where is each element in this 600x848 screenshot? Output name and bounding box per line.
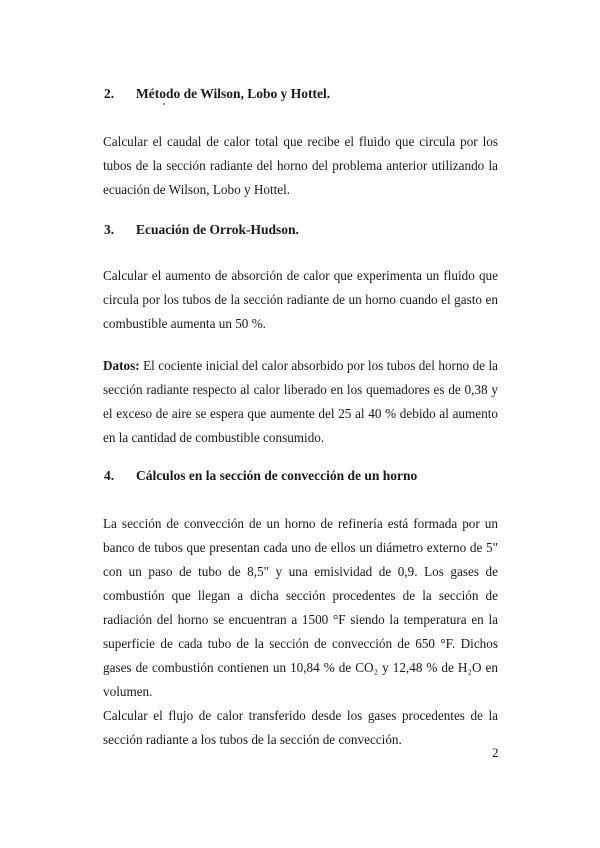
section-3-heading [104, 222, 299, 238]
paragraph-line: sección radiante respecto al calor liberado en los quemadores es de 0,38 y [103, 382, 498, 397]
datos-text: El cociente inicial del calor absorbido por los tubos del horno de la [139, 358, 498, 373]
paragraph-line: Calcular el flujo de calor transferido desde los gases procedentes de la [103, 708, 498, 723]
paragraph-line: sección radiante a los tubos de la sección de convección. [103, 732, 402, 747]
paragraph-line: volumen. [103, 684, 153, 699]
paragraph-line: con un paso de tubo de 8,5" y una emisividad de 0,9. Los gases de [103, 564, 498, 579]
scan-speck [163, 103, 165, 105]
paragraph-line: circula por los tubos de la sección radiante de un horno cuando el gasto en [103, 292, 498, 307]
paragraph-line: radiación del horno se encuentran a 1500 °F siendo la temperatura en la [103, 612, 498, 627]
paragraph-line: el exceso de aire se espera que aumente del 25 al 40 % debido al aumento [103, 406, 498, 421]
section-3-paragraph-1 [103, 264, 498, 336]
paragraph-line: La sección de convección de un horno de refinería está formada por un [103, 516, 498, 531]
section-2-title: Método de Wilson, Lobo y Hottel. [136, 86, 331, 101]
paragraph-line: en la cantidad de combustible consumido. [103, 430, 325, 445]
paragraph-line [103, 354, 498, 378]
paragraph-line: tubos de la sección radiante del horno del problema anterior utilizando la [103, 158, 498, 173]
paragraph-line: combustión que llegan a dicha sección procedentes de la sección de [103, 588, 498, 603]
section-3-datos-paragraph [103, 354, 498, 450]
section-2-number: 2. [104, 86, 115, 101]
paragraph-line: combustible aumenta un 50 %. [103, 316, 266, 331]
paragraph-line: banco de tubos que presentan cada uno de ellos un diámetro externo de 5" [103, 540, 498, 555]
section-4-paragraph [103, 512, 498, 752]
section-4-title: Cálculos en la sección de convección de un horno [136, 468, 418, 483]
section-3-title: Ecuación de Orrok-Hudson. [136, 222, 299, 237]
section-4-number: 4. [104, 468, 115, 483]
paragraph-line: Calcular el aumento de absorción de calor que experimenta un fluido que [103, 268, 498, 283]
section-2-paragraph [103, 130, 498, 202]
paragraph-line: ecuación de Wilson, Lobo y Hottel. [103, 182, 291, 197]
page-number: 2 [492, 745, 499, 760]
section-3-number: 3. [104, 222, 115, 237]
paragraph-line: superficie de cada tubo de la sección de convección de 650 °F. Dichos [103, 636, 498, 651]
paragraph-line: Calcular el caudal de calor total que recibe el fluido que circula por los [103, 134, 498, 149]
section-2-heading [104, 86, 330, 102]
section-4-heading [104, 468, 417, 484]
paragraph-line: gases de combustión contienen un 10,84 % de CO₂ y 12,48 % de H₂O en [103, 660, 498, 675]
datos-label: Datos: [103, 358, 140, 373]
